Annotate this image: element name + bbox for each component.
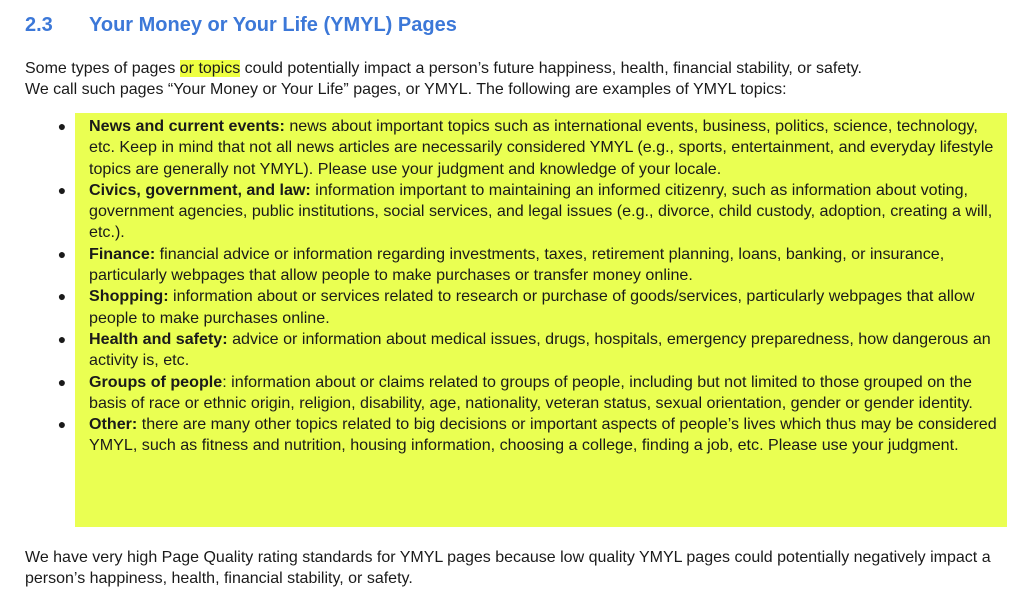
list-item [0,372,1024,415]
list-item [0,116,1024,180]
list-item-text: advice or information about medical issues, drugs, hospitals, emergency preparedness, how dangerous an activity is, etc. [89,329,991,370]
intro-text-1: Some types of pages [25,60,180,77]
list-item-title: Shopping: [89,287,169,306]
intro-line-2: We call such pages “Your Money or Your Life” pages, or YMYL. The following are examples of YMYL topics: [25,80,787,98]
list-item-title: News and current events: [89,117,285,135]
list-item-text: financial advice or information regarding investments, taxes, retirement planning, loans, banking, or insurance, particularly webpages that allow people to make purchases or transfer money online. [89,244,945,285]
list-item-text: : information about or claims related to groups of people, including but not limited to those grouped on the basis of race or ethnic origin, religion, disability, age, nationality, veteran status, sexual orientation, gender or gender identity. [89,372,973,412]
list-item [0,244,1024,287]
list-item-text: information important to maintaining an informed citizenry, such as information about voting, government agencies, public institutions, social services, and legal issues (e.g., divorce, child custody, adoption, creating a will, etc.). [89,180,993,242]
list-item [0,286,1024,329]
list-item-title: Groups of people [89,372,223,391]
bullet-icon: ● [57,416,67,433]
ymyl-topic-list [0,116,1024,457]
list-item-text: there are many other topics related to big decisions or important aspects of people’s lives which thus may be considered YMYL, such as fitness and nutrition, housing information, choosing a college, finding a job, etc. Please use your judgment. [89,415,997,455]
intro-paragraph [25,59,1005,100]
section-heading [25,14,457,37]
section-title: Your Money or Your Life (YMYL) Pages [89,14,457,36]
section-number: 2.3 [25,14,53,36]
list-item-title: Other: [89,415,138,434]
list-item-title: Finance: [89,244,156,263]
list-item [0,329,1024,372]
list-item-text: information about or services related to research or purchase of goods/services, particularly webpages that allow people to make purchases online. [89,287,975,327]
intro-highlight: or topics [179,60,241,77]
list-item [0,414,1024,457]
bullet-icon: ● [57,118,67,134]
intro-text-2: could potentially impact a person’s future happiness, health, financial stability, or safety. [240,60,862,77]
closing-paragraph: We have very high Page Quality rating standards for YMYL pages because low quality YMYL pages could potentially negatively impact a person’s happiness, health, financial stability, or safety. [25,549,991,587]
bullet-icon: ● [57,181,67,198]
list-item-title: Civics, government, and law: [89,180,311,199]
bullet-icon: ● [57,373,67,390]
list-item-title: Health and safety: [89,329,228,348]
bullet-icon: ● [57,288,67,305]
bullet-icon: ● [57,330,67,347]
list-item-text: news about important topics such as international events, business, politics, science, technology, etc. Keep in mind that not all news articles are necessarily considered YMYL (e.g., sports, entertainment, and everyday lifestyle topics are generally not YMYL). Please use your judgment and knowledge of your locale. [89,117,994,178]
bullet-icon: ● [57,245,67,262]
list-item [0,180,1024,244]
